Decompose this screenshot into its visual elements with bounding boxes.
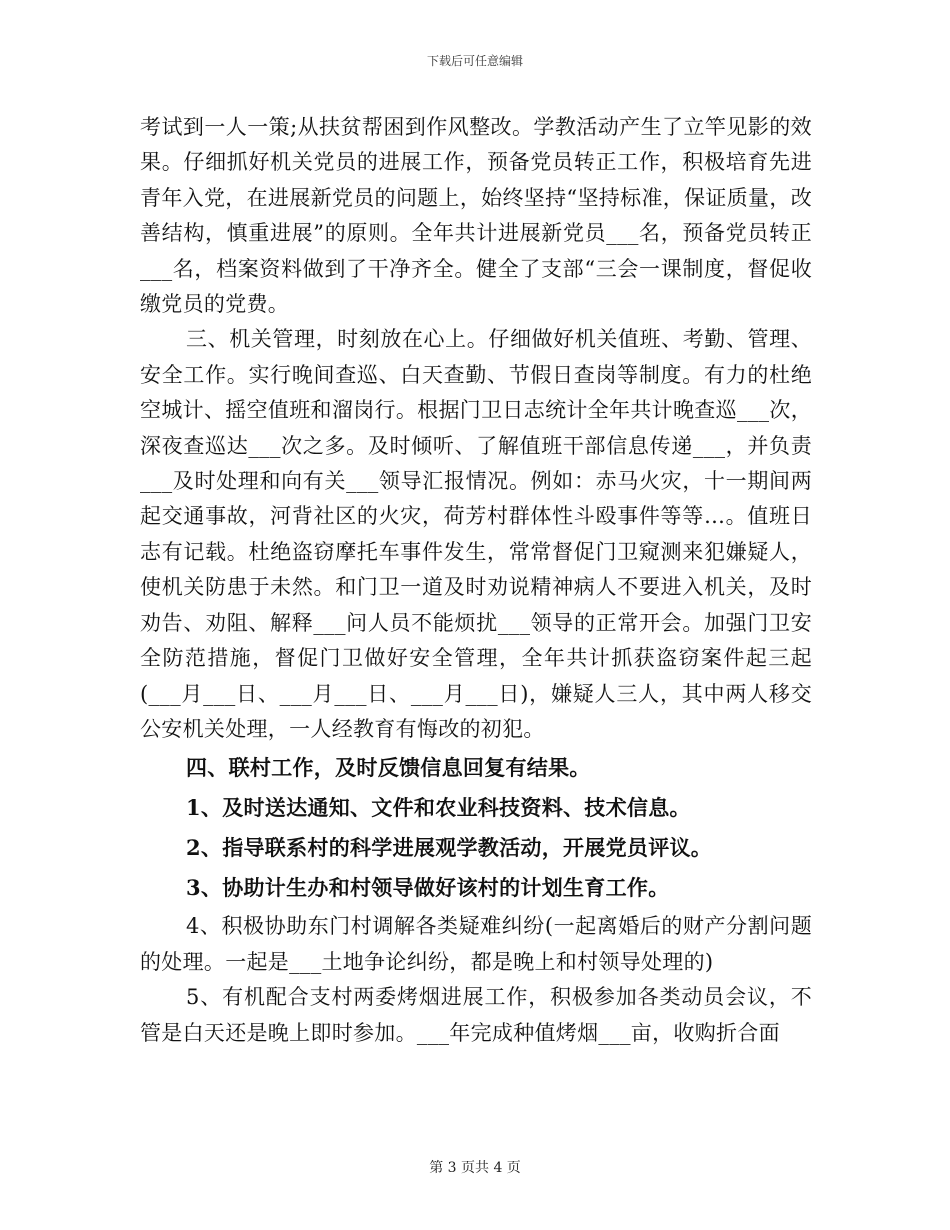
- paragraph-party-development: 考试到一人一策;从扶贫帮困到作风整改。学教活动产生了立竿见影的效果。仔细抓好机关党员的进展工作，预备党员转正工作，积极培育先进青年入党，在进展新党员的问题上，始终坚持“坚持标准，保证质量，改善结构，慎重进展”的原则。全年共计进展新党员___名，预备党员转正___名，档案资料做到了干净齐全。健全了支部“三会一课制度，督促收缴党员的党费。: [140, 115, 812, 317]
- list-item-4: 4、积极协助东门村调解各类疑难纠纷(一起离婚后的财产分割问题的处理。一起是___土地争论纠纷，都是晚上和村领导处理的): [140, 914, 812, 974]
- list-item-5: 5、有机配合支村两委烤烟进展工作，积极参加各类动员会议，不管是白天还是晚上即时参加。___年完成种值烤烟___亩，收购折合面: [140, 985, 812, 1045]
- list-item-3: 3、协助计生办和村领导做好该村的计划生育工作。: [186, 875, 670, 901]
- document-body: [140, 110, 812, 1051]
- heading-village-liaison: 四、联村工作，及时反馈信息回复有结果。: [186, 755, 591, 781]
- list-item-1: 1、及时送达通知、文件和农业科技资料、技术信息。: [186, 795, 691, 821]
- list-item-2: 2、指导联系村的科学进展观学教活动，开展党员评议。: [186, 835, 713, 861]
- page-header: 下载后可任意编辑: [426, 54, 523, 68]
- paragraph-office-management: 三、机关管理，时刻放在心上。仔细做好机关值班、考勤、管理、安全工作。实行晚间查巡、白天查勤、节假日查岗等制度。有力的杜绝空城计、摇空值班和溜岗行。根据门卫日志统计全年共计晚查巡___次，深夜查巡达___次之多。及时倾听、了解值班干部信息传递___，并负责___及时处理和向有关___领导汇报情况。例如：赤马火灾，十一期间两起交通事故，河背社区的火灾，荷芳村群体性斗殴事件等等…。值班日志有记载。杜绝盗窃摩托车事件发生，常常督促门卫窥测来犯嫌疑人，使机关防患于未然。和门卫一道及时劝说精神病人不要进入机关，及时劝告、劝阻、解释___问人员不能烦扰___领导的正常开会。加强门卫安全防范措施，督促门卫做好安全管理，全年共计抓获盗窃案件起三起(___月___日、___月___日、___月___日)，嫌疑人三人，其中两人移交公安机关处理，一人经教育有悔改的初犯。: [140, 327, 812, 741]
- page-footer: 第 3 页共 4 页: [429, 1160, 521, 1176]
